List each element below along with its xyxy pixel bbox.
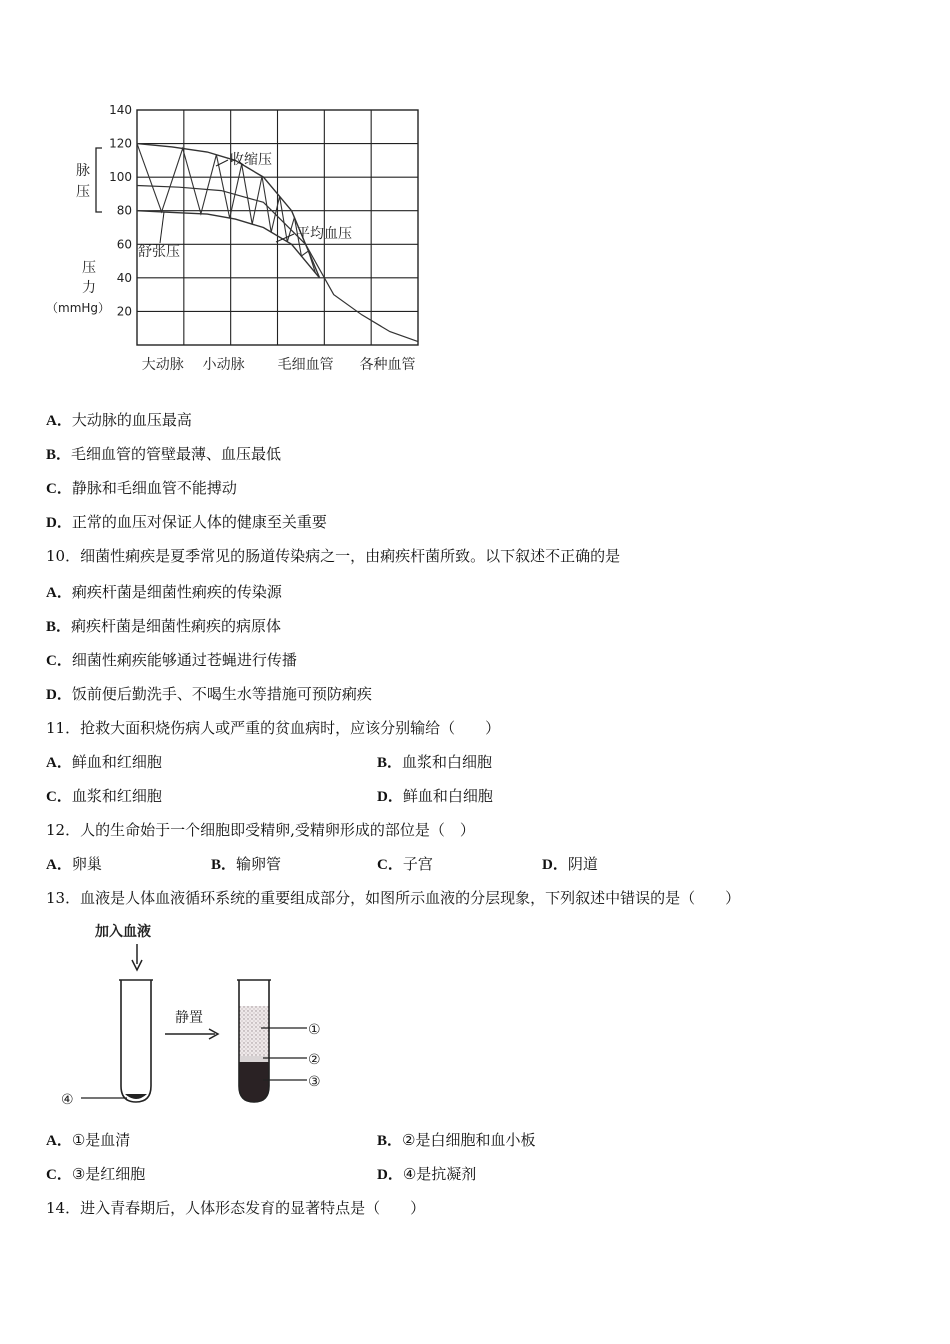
q11-option-b[interactable]	[377, 752, 492, 773]
q9-option-a[interactable]	[46, 410, 192, 431]
option-text: ④是抗凝剂	[402, 1165, 477, 1183]
q11-option-c[interactable]	[46, 786, 162, 807]
option-text: ③是红细胞	[71, 1165, 146, 1183]
q13-option-c[interactable]	[46, 1164, 145, 1185]
option-letter: C．	[46, 1167, 72, 1183]
marker-3: ③	[308, 1074, 321, 1090]
option-letter: B．	[377, 1133, 403, 1149]
ylabel-char-2: 力	[82, 280, 96, 296]
option-text: 痢疾杆菌是细菌性痢疾的病原体	[71, 617, 282, 635]
option-text: 大动脉的血压最高	[71, 411, 192, 429]
option-letter: A．	[46, 585, 72, 601]
option-letter: D．	[377, 789, 403, 805]
q10-option-c[interactable]	[46, 650, 297, 671]
option-text: 血浆和红细胞	[71, 787, 162, 805]
y-tick-label: 100	[109, 170, 132, 185]
rest-label: 静置	[175, 1010, 203, 1026]
ylabel-char-1: 压	[82, 260, 96, 276]
option-letter: B．	[377, 755, 403, 771]
q11-option-a[interactable]	[46, 752, 162, 773]
option-text: 输卵管	[236, 855, 282, 873]
q9-option-b[interactable]	[46, 444, 281, 465]
empty-test-tube	[121, 980, 151, 1102]
q10-option-a[interactable]	[46, 582, 282, 603]
q10-option-b[interactable]	[46, 616, 281, 637]
option-text: ②是白细胞和血小板	[402, 1131, 536, 1149]
annotation-diastolic-pointer	[160, 212, 164, 243]
x-tick-label: 各种血管	[359, 357, 416, 373]
ylabel-unit: （mmHg）	[46, 301, 111, 315]
option-text: 毛细血管的管壁最薄、血压最低	[71, 445, 282, 463]
option-letter: C．	[377, 857, 403, 873]
q10-option-d[interactable]	[46, 684, 372, 705]
q12-option-c[interactable]	[377, 854, 433, 875]
option-letter: D．	[46, 687, 72, 703]
option-letter: A．	[46, 413, 72, 429]
q14-stem: 14．进入青春期后，人体形态发育的显著特点是（ ）	[46, 1199, 426, 1217]
x-tick-label: 毛细血管	[277, 357, 334, 373]
option-letter: C．	[46, 653, 72, 669]
q12-stem: 12．人的生命始于一个细胞即受精卵,受精卵形成的部位是（ ）	[46, 821, 475, 839]
option-text: 痢疾杆菌是细菌性痢疾的传染源	[71, 583, 282, 601]
option-letter: D．	[46, 515, 72, 531]
pulse-label-char-1: 脉	[76, 163, 90, 179]
option-letter: A．	[46, 857, 72, 873]
option-letter: A．	[46, 755, 72, 771]
option-letter: B．	[211, 857, 237, 873]
y-tick-label: 140	[109, 103, 132, 117]
q12-option-a[interactable]	[46, 854, 102, 875]
q13-option-d[interactable]	[377, 1164, 476, 1185]
option-letter: D．	[542, 857, 568, 873]
y-tick-label: 120	[109, 136, 132, 151]
pulse-bracket	[96, 148, 102, 212]
q11-option-d[interactable]	[377, 786, 493, 807]
option-text: 鲜血和白细胞	[402, 787, 493, 805]
layer-buffy	[239, 1056, 269, 1062]
layer-plasma	[239, 1006, 269, 1056]
add-blood-label: 加入血液	[95, 924, 151, 940]
chart-grid	[137, 110, 418, 345]
q12-option-d[interactable]	[542, 854, 598, 875]
annotation-mean: 平均血压	[296, 226, 352, 242]
x-tick-label: 小动脉	[202, 357, 245, 373]
option-letter: D．	[377, 1167, 403, 1183]
option-text: 静脉和毛细血管不能搏动	[71, 479, 237, 497]
anticoagulant-drop	[125, 1094, 147, 1099]
marker-2: ②	[308, 1052, 321, 1068]
option-letter: C．	[46, 789, 72, 805]
y-tick-label: 20	[116, 304, 132, 319]
marker-1: ①	[308, 1022, 321, 1038]
pulse-label-char-2: 压	[76, 184, 90, 200]
option-text: 卵巢	[71, 855, 102, 873]
option-text: 正常的血压对保证人体的健康至关重要	[71, 513, 327, 531]
option-letter: B．	[46, 619, 72, 635]
option-text: ①是血清	[71, 1131, 131, 1149]
option-text: 细菌性痢疾能够通过苍蝇进行传播	[71, 651, 297, 669]
option-letter: A．	[46, 1133, 72, 1149]
annotation-systolic: 收缩压	[230, 152, 272, 168]
q11-stem: 11．抢救大面积烧伤病人或严重的贫血病时，应该分别输给（ ）	[46, 719, 501, 737]
option-text: 血浆和白细胞	[402, 753, 493, 771]
y-tick-label: 60	[116, 237, 132, 252]
q9-option-d[interactable]	[46, 512, 327, 533]
marker-4: ④	[61, 1092, 74, 1108]
q13-stem: 13．血液是人体血液循环系统的重要组成部分，如图所示血液的分层现象，下列叙述中错误的是（ ）	[46, 889, 741, 907]
blood-pressure-chart	[40, 100, 440, 375]
option-text: 饭前便后勤洗手、不喝生水等措施可预防痢疾	[71, 685, 372, 703]
q13-option-a[interactable]	[46, 1130, 130, 1151]
option-text: 阴道	[567, 855, 598, 873]
q9-option-c[interactable]	[46, 478, 237, 499]
y-tick-label: 80	[116, 203, 132, 218]
x-ticks	[142, 356, 416, 373]
q10-stem: 10．细菌性痢疾是夏季常见的肠道传染病之一，由痢疾杆菌所致。以下叙述不正确的是	[46, 547, 621, 565]
q13-option-b[interactable]	[377, 1130, 535, 1151]
option-letter: C．	[46, 481, 72, 497]
annotation-diastolic: 舒张压	[138, 244, 180, 260]
option-text: 鲜血和红细胞	[71, 753, 162, 771]
y-ticks	[109, 103, 132, 318]
layer-red-cells	[239, 1062, 269, 1102]
option-text: 子宫	[402, 855, 433, 873]
blood-layering-figure	[55, 918, 355, 1113]
x-tick-label: 大动脉	[141, 357, 184, 373]
q12-option-b[interactable]	[211, 854, 281, 875]
option-letter: B．	[46, 447, 72, 463]
y-tick-label: 40	[116, 270, 132, 285]
